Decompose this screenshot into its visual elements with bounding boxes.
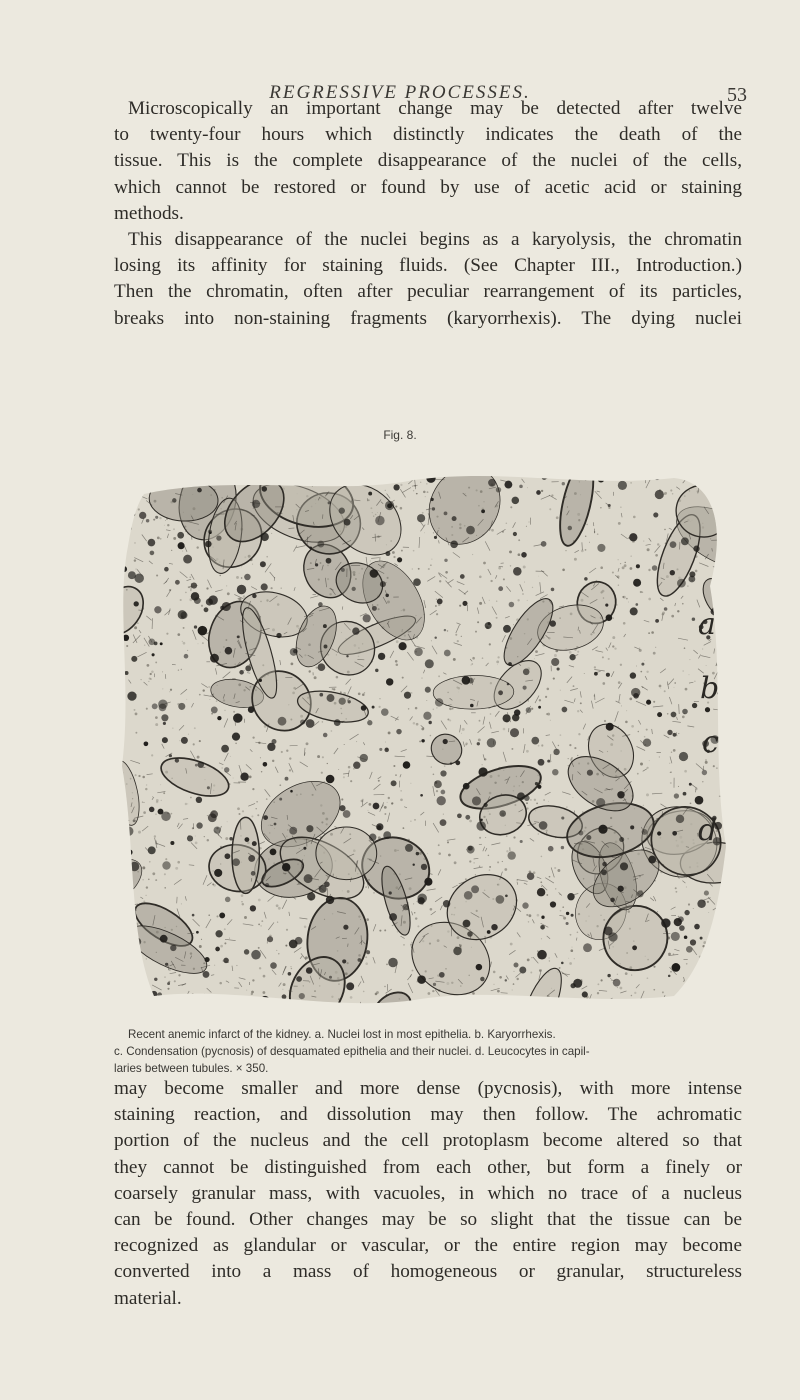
- figure-caption: [114, 1026, 742, 1077]
- figure-label: Fig. 8.: [383, 428, 417, 442]
- paragraph-3: [114, 1076, 742, 1312]
- text-line: methods.: [114, 202, 184, 224]
- figure-8-micrograph: [114, 466, 742, 1014]
- text-line: Then the chromatin, often after peculiar rearrangement of its particles,: [114, 281, 742, 303]
- text-line: may become smaller and more dense (pycnosis), with more intense: [114, 1078, 742, 1099]
- figure-letter-d: d: [698, 813, 718, 848]
- text-line: coarsely granular mass, with vacuoles, in which no trace of a nucleus: [114, 1182, 742, 1204]
- running-head: REGRESSIVE PROCESSES.: [269, 82, 531, 103]
- text-line: tissue. This is the complete disappearance of the nuclei of the cells,: [114, 150, 742, 172]
- text-line: portion of the nucleus and the cell protoplasm become altered so that: [114, 1130, 742, 1152]
- caption-line: Recent anemic infarct of the kidney. a. Nuclei lost in most epithelia. b. Karyorrhexis.: [128, 1028, 556, 1041]
- text-line: converted into a mass of homogeneous or granular, structureless: [114, 1261, 742, 1283]
- text-line: breaks into non-staining fragments (karyorrhexis). The dying nuclei: [114, 307, 742, 329]
- caption-line: c. Condensation (pycnosis) of desquamated epithelia and their nuclei. d. Leucocytes in capil-: [114, 1045, 590, 1058]
- figure-letter-c: c: [702, 725, 719, 760]
- text-line: losing its affinity for staining fluids. (See Chapter III., Introduction.): [114, 255, 742, 277]
- paragraph-1: [114, 96, 742, 227]
- text-line: which cannot be restored or found by use of acetic acid or staining: [114, 176, 742, 198]
- text-line: to twenty-four hours which distinctly indicates the death of the: [114, 124, 742, 146]
- text-line: staining reaction, and dissolution may then follow. The achromatic: [114, 1104, 742, 1126]
- caption-line: laries between tubules. × 350.: [114, 1062, 269, 1075]
- page-number: 53: [727, 84, 747, 106]
- text-line: This disappearance of the nuclei begins as a karyolysis, the chromatin: [128, 229, 742, 250]
- text-line: material.: [114, 1287, 182, 1309]
- figure-letter-b: b: [700, 671, 720, 706]
- tissue-drawing: [114, 466, 742, 1014]
- micrograph-illustration: [114, 466, 742, 1014]
- paragraph-2: [114, 227, 742, 332]
- text-line: recognized as glandular or vascular, or the entire region may become: [114, 1235, 742, 1257]
- figure-letter-a: a: [698, 607, 716, 642]
- text-line: they cannot be distinguished from each other, but form a finely or: [114, 1156, 742, 1178]
- text-line: can be found. Other changes may be so slight that the tissue can be: [114, 1209, 742, 1231]
- text-line: Microscopically an important change may be detected after twelve: [128, 98, 742, 119]
